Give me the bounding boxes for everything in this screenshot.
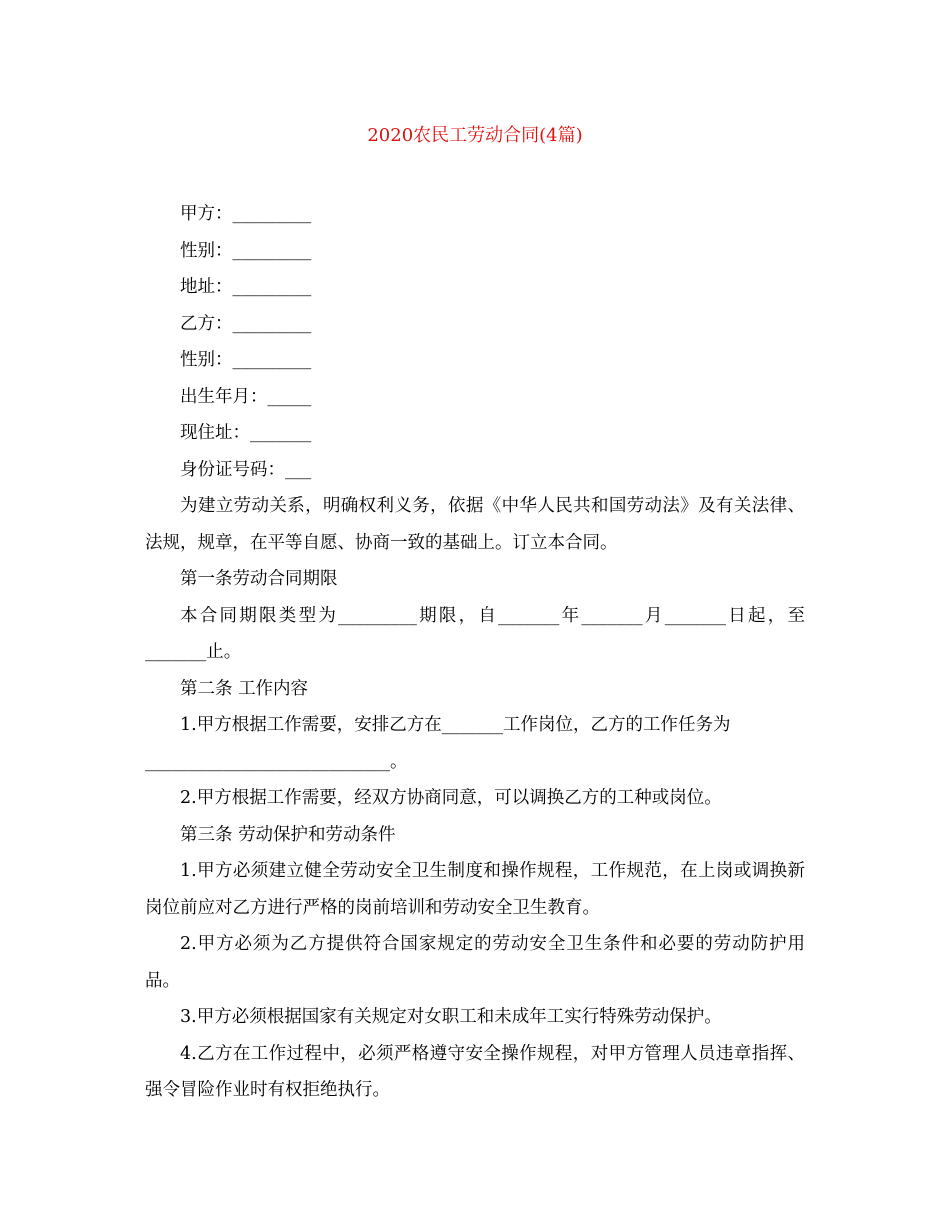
article-1-heading: 第一条劳动合同期限	[180, 569, 338, 589]
article-3-item-3: 3.甲方必须根据国家有关规定对女职工和未成年工实行特殊劳动保护。	[180, 1007, 722, 1027]
party-a-address-field: 地址：_________	[180, 277, 312, 297]
article-2-heading: 第二条 工作内容	[180, 678, 309, 699]
party-b-field: 乙方：_________	[180, 313, 312, 334]
article-3-heading: 第三条 劳动保护和劳动条件	[180, 824, 396, 845]
article-3-item-2: 2.甲方必须为乙方提供符合国家规定的劳动安全卫生条件和必要的劳动防护用品。	[145, 934, 805, 991]
article-2-item-1: 1.甲方根据工作需要，安排乙方在_______工作岗位，乙方的工作任务为	[180, 715, 731, 735]
party-a-field: 甲方：_________	[180, 204, 312, 224]
party-b-gender-field: 性别：_________	[180, 350, 312, 370]
party-a-gender-field: 性别：_________	[180, 240, 312, 261]
article-1-term-paragraph: 本合同期限类型为_________期限，自_______年_______月_______日起，至_______止。	[145, 605, 805, 662]
party-b-birth-field: 出生年月：_____	[180, 386, 312, 407]
document-body	[145, 196, 805, 1109]
article-2-item-1-continuation: ____________________________。	[145, 751, 408, 772]
article-3-item-1: 1.甲方必须建立健全劳动安全卫生制度和操作规程，工作规范，在上岗或调换新岗位前应对乙方进行严格的岗前培训和劳动安全卫生教育。	[145, 861, 805, 918]
article-2-item-2: 2.甲方根据工作需要，经双方协商同意，可以调换乙方的工种或岗位。	[180, 788, 722, 808]
party-b-address-field: 现住址：_______	[180, 423, 312, 443]
article-3-item-4: 4.乙方在工作过程中，必须严格遵守安全操作规程，对甲方管理人员违章指挥、强令冒险作业时有权拒绝执行。	[145, 1043, 805, 1100]
party-b-id-field: 身份证号码：___	[180, 459, 312, 480]
document-title: 2020农民工劳动合同(4篇)	[367, 125, 583, 146]
preamble-paragraph: 为建立劳动关系，明确权利义务，依据《中华人民共和国劳动法》及有关法律、法规，规章，在平等自愿、协商一致的基础上。订立本合同。	[145, 496, 805, 553]
